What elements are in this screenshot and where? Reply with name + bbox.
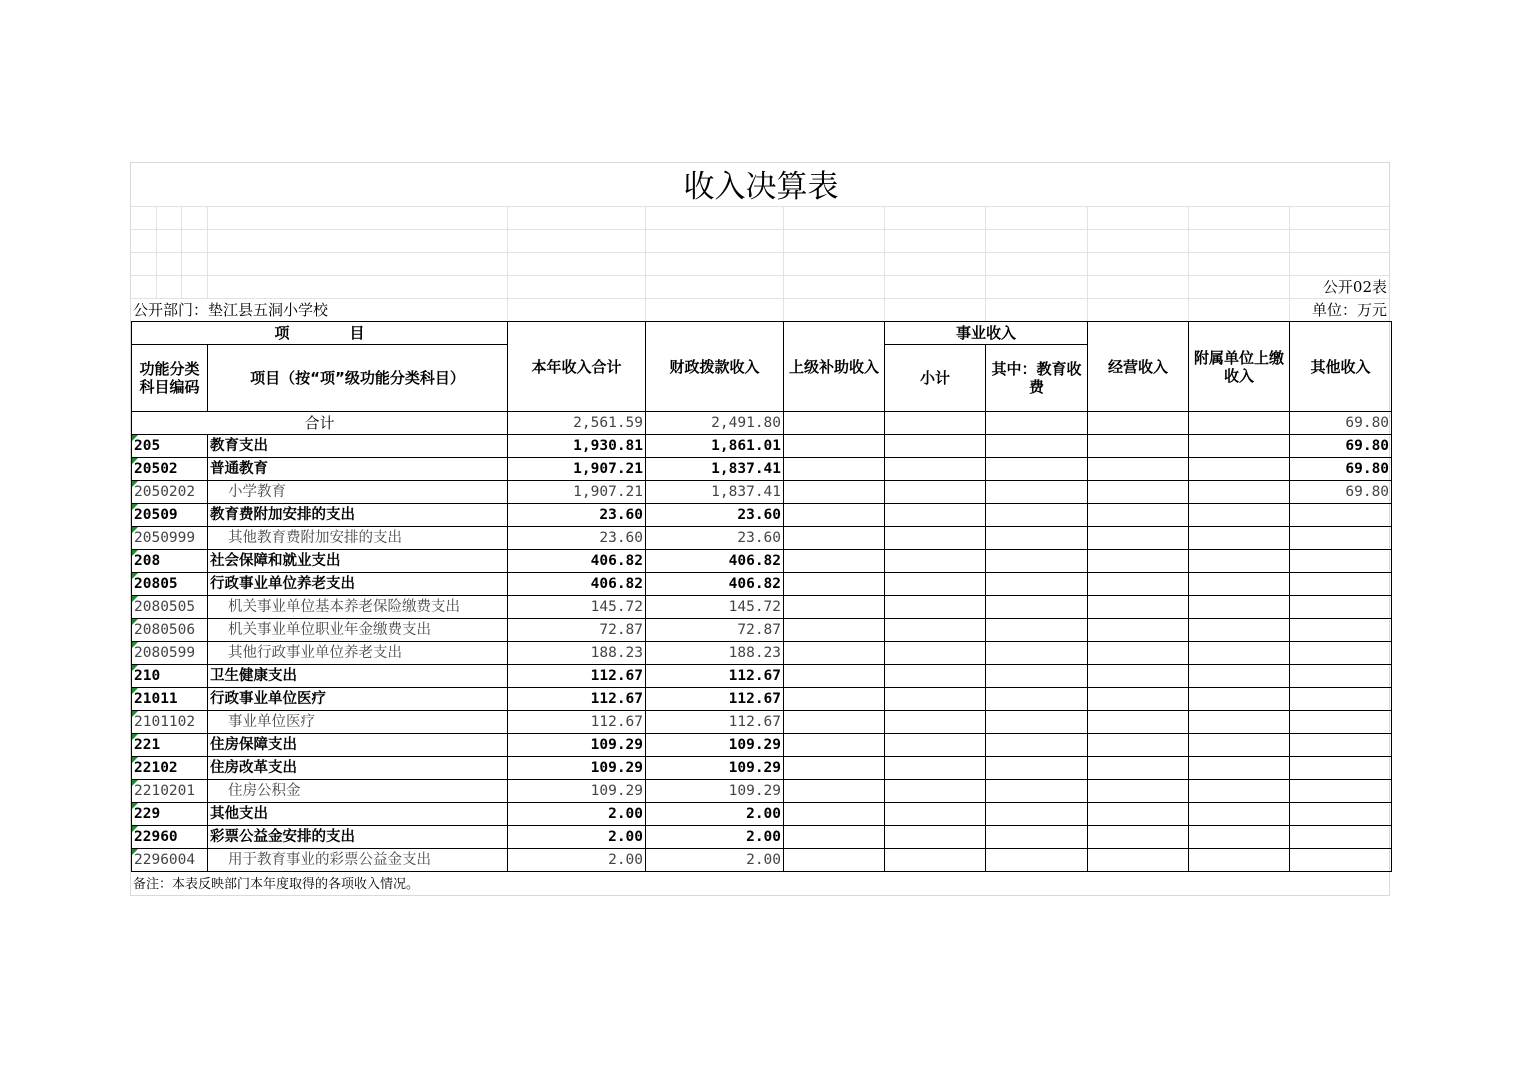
income-statement-sheet [130, 162, 1390, 896]
row-other [1290, 803, 1392, 826]
row-total: 112.67 [508, 711, 646, 734]
table-row [132, 711, 1392, 734]
table-row [132, 757, 1392, 780]
form-number: 公开02表 [1322, 278, 1387, 296]
row-fiscal: 109.29 [646, 780, 784, 803]
row-other [1290, 711, 1392, 734]
row-fiscal: 2.00 [646, 826, 784, 849]
header-affiliated: 附属单位上缴收入 [1189, 322, 1290, 412]
table-row [132, 619, 1392, 642]
row-name: 彩票公益金安排的支出 [208, 826, 508, 849]
row-fiscal: 109.29 [646, 757, 784, 780]
row-other: 69.80 [1290, 458, 1392, 481]
row-code: 2080599 [132, 642, 208, 665]
row-name: 卫生健康支出 [208, 665, 508, 688]
table-row [132, 481, 1392, 504]
row-total: 23.60 [508, 527, 646, 550]
row-fiscal: 2.00 [646, 803, 784, 826]
header-fiscal: 财政拨款收入 [646, 322, 784, 412]
table-row [132, 504, 1392, 527]
header-superior: 上级补助收入 [784, 322, 885, 412]
row-total: 406.82 [508, 550, 646, 573]
row-total: 188.23 [508, 642, 646, 665]
total-label: 合计 [132, 412, 508, 435]
row-code: 20502 [132, 458, 208, 481]
row-fiscal: 1,861.01 [646, 435, 784, 458]
row-code: 20805 [132, 573, 208, 596]
footnote: 备注：本表反映部门本年度取得的各项收入情况。 [133, 877, 420, 892]
row-other [1290, 849, 1392, 872]
row-fiscal: 406.82 [646, 550, 784, 573]
row-total: 109.29 [508, 757, 646, 780]
row-total: 2.00 [508, 849, 646, 872]
row-total: 112.67 [508, 688, 646, 711]
row-fiscal: 1,837.41 [646, 458, 784, 481]
header-other: 其他收入 [1290, 322, 1392, 412]
table-row [132, 527, 1392, 550]
header-name: 项目（按“项”级功能分类科目） [208, 345, 508, 412]
row-name: 小学教育 [208, 481, 508, 504]
row-name: 其他支出 [208, 803, 508, 826]
total-fiscal: 2,491.80 [646, 412, 784, 435]
row-other [1290, 780, 1392, 803]
row-other [1290, 734, 1392, 757]
row-code: 2210201 [132, 780, 208, 803]
row-other [1290, 619, 1392, 642]
table-row [132, 665, 1392, 688]
header-item: 项 目 [132, 322, 508, 345]
page-title: 收入决算表 [683, 169, 839, 205]
header-business: 事业收入 [885, 322, 1088, 345]
total-other: 69.80 [1290, 412, 1392, 435]
row-code: 208 [132, 550, 208, 573]
table-row [132, 849, 1392, 872]
row-code: 205 [132, 435, 208, 458]
row-fiscal: 406.82 [646, 573, 784, 596]
row-other [1290, 504, 1392, 527]
row-other [1290, 573, 1392, 596]
row-fiscal: 112.67 [646, 665, 784, 688]
row-fiscal: 188.23 [646, 642, 784, 665]
header-subtotal: 小计 [885, 345, 986, 412]
row-name: 社会保障和就业支出 [208, 550, 508, 573]
header-code: 功能分类科目编码 [132, 345, 208, 412]
table-row [132, 826, 1392, 849]
row-name: 教育费附加安排的支出 [208, 504, 508, 527]
table-row [132, 596, 1392, 619]
row-name: 行政事业单位养老支出 [208, 573, 508, 596]
row-other [1290, 527, 1392, 550]
row-other [1290, 550, 1392, 573]
row-total: 406.82 [508, 573, 646, 596]
row-code: 2080506 [132, 619, 208, 642]
row-code: 221 [132, 734, 208, 757]
table-row [132, 550, 1392, 573]
total-row [132, 412, 1392, 435]
table-row [132, 780, 1392, 803]
row-total: 145.72 [508, 596, 646, 619]
income-table [131, 321, 1392, 872]
row-code: 20509 [132, 504, 208, 527]
row-name: 教育支出 [208, 435, 508, 458]
row-code: 22102 [132, 757, 208, 780]
row-total: 2.00 [508, 803, 646, 826]
row-other [1290, 642, 1392, 665]
row-name: 其他行政事业单位养老支出 [208, 642, 508, 665]
row-total: 1,930.81 [508, 435, 646, 458]
row-name: 机关事业单位职业年金缴费支出 [208, 619, 508, 642]
row-code: 2080505 [132, 596, 208, 619]
row-code: 2050202 [132, 481, 208, 504]
row-fiscal: 2.00 [646, 849, 784, 872]
row-other [1290, 665, 1392, 688]
row-name: 机关事业单位基本养老保险缴费支出 [208, 596, 508, 619]
row-code: 2101102 [132, 711, 208, 734]
table-row [132, 688, 1392, 711]
row-other [1290, 757, 1392, 780]
row-fiscal: 1,837.41 [646, 481, 784, 504]
row-total: 1,907.21 [508, 458, 646, 481]
row-fiscal: 72.87 [646, 619, 784, 642]
row-name: 住房改革支出 [208, 757, 508, 780]
table-row [132, 734, 1392, 757]
department-label: 公开部门：垫江县五洞小学校 [133, 301, 329, 319]
header-edu-fee: 其中：教育收费 [986, 345, 1088, 412]
header-operating: 经营收入 [1088, 322, 1189, 412]
row-fiscal: 145.72 [646, 596, 784, 619]
total-sum: 2,561.59 [508, 412, 646, 435]
row-other [1290, 826, 1392, 849]
row-fiscal: 112.67 [646, 711, 784, 734]
row-code: 21011 [132, 688, 208, 711]
row-code: 210 [132, 665, 208, 688]
row-total: 1,907.21 [508, 481, 646, 504]
row-fiscal: 112.67 [646, 688, 784, 711]
row-total: 2.00 [508, 826, 646, 849]
row-total: 23.60 [508, 504, 646, 527]
row-fiscal: 23.60 [646, 527, 784, 550]
row-name: 行政事业单位医疗 [208, 688, 508, 711]
row-code: 22960 [132, 826, 208, 849]
row-fiscal: 109.29 [646, 734, 784, 757]
row-total: 112.67 [508, 665, 646, 688]
header-total: 本年收入合计 [508, 322, 646, 412]
row-name: 普通教育 [208, 458, 508, 481]
row-name: 住房保障支出 [208, 734, 508, 757]
row-fiscal: 23.60 [646, 504, 784, 527]
table-row [132, 435, 1392, 458]
table-row [132, 573, 1392, 596]
unit-label: 单位：万元 [1311, 301, 1387, 319]
row-other [1290, 688, 1392, 711]
row-code: 2296004 [132, 849, 208, 872]
row-name: 其他教育费附加安排的支出 [208, 527, 508, 550]
table-row [132, 803, 1392, 826]
row-name: 住房公积金 [208, 780, 508, 803]
row-total: 109.29 [508, 780, 646, 803]
row-total: 72.87 [508, 619, 646, 642]
table-row [132, 458, 1392, 481]
row-other: 69.80 [1290, 435, 1392, 458]
row-name: 事业单位医疗 [208, 711, 508, 734]
row-name: 用于教育事业的彩票公益金支出 [208, 849, 508, 872]
row-other [1290, 596, 1392, 619]
row-code: 229 [132, 803, 208, 826]
row-total: 109.29 [508, 734, 646, 757]
table-row [132, 642, 1392, 665]
row-code: 2050999 [132, 527, 208, 550]
row-other: 69.80 [1290, 481, 1392, 504]
